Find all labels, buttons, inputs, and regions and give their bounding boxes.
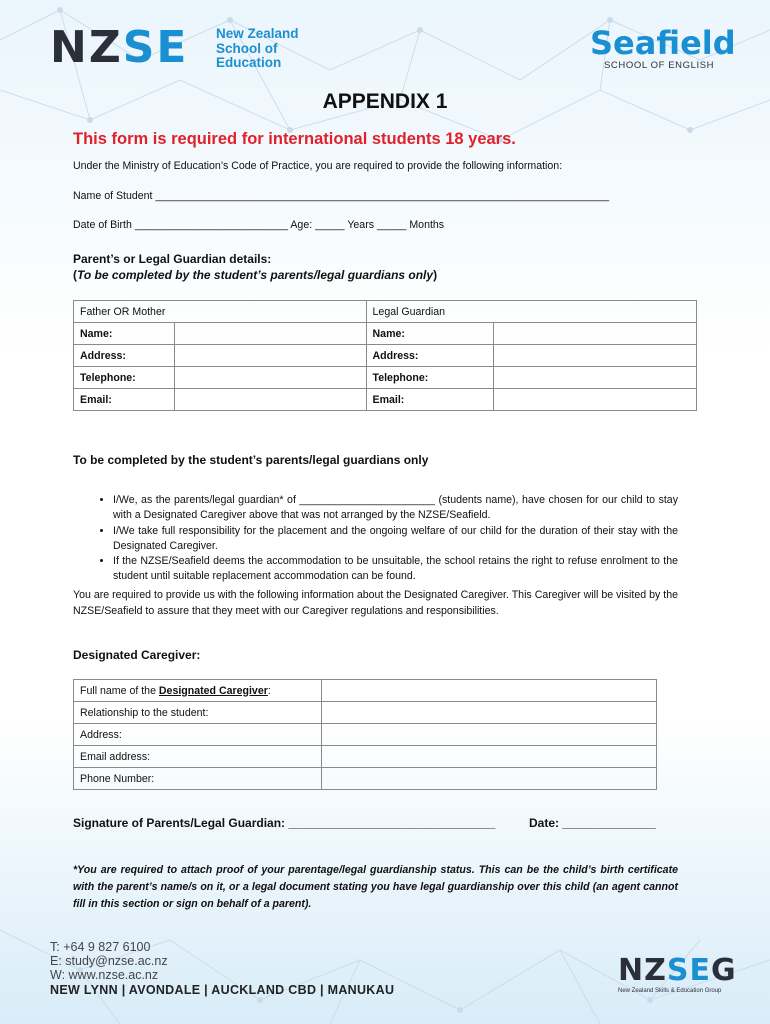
caregiver-phone-label: Phone Number:	[74, 768, 322, 790]
guardian-email-input[interactable]	[494, 389, 697, 411]
seafield-logo: Seafield SCHOOL OF ENGLISH	[590, 24, 736, 71]
form-subtitle: This form is required for international students 18 years.	[73, 130, 516, 148]
caregiver-phone-input[interactable]	[321, 768, 656, 790]
designated-caregiver-heading: Designated Caregiver:	[73, 648, 201, 662]
parent-address-input[interactable]	[174, 345, 366, 367]
table-row	[74, 768, 657, 790]
table-row	[74, 680, 657, 702]
caregiver-full-name-input[interactable]	[321, 680, 656, 702]
date-of-birth-field[interactable]: Date of Birth __________________________ Age: _____ Years _____ Months	[73, 219, 445, 231]
footer-web[interactable]: W: www.nzse.ac.nz	[50, 968, 159, 982]
table-row	[74, 702, 657, 724]
caregiver-table	[73, 679, 657, 790]
intro-text: Under the Ministry of Education’s Code of Practice, you are required to provide the following information:	[73, 160, 563, 172]
caregiver-relationship-label: Relationship to the student:	[74, 702, 322, 724]
guardian-telephone-label: Telephone:	[366, 367, 494, 389]
table-row	[74, 323, 697, 345]
page-title: APPENDIX 1	[322, 90, 448, 113]
nzseg-logo: NZSEG New Zealand Skills & Education Group	[618, 953, 737, 994]
parent-name-label: Name:	[74, 323, 175, 345]
nzse-logo	[50, 22, 189, 73]
completion-heading: To be completed by the student’s parents/legal guardians only	[73, 453, 429, 467]
parent-telephone-label: Telephone:	[74, 367, 175, 389]
table-row	[74, 389, 697, 411]
caregiver-full-name-label: Full name of the Designated Caregiver:	[74, 680, 322, 702]
signature-field[interactable]: Signature of Parents/Legal Guardian: _______________________________	[73, 816, 496, 830]
caregiver-email-input[interactable]	[321, 746, 656, 768]
guardian-address-input[interactable]	[494, 345, 697, 367]
parent-email-label: Email:	[74, 389, 175, 411]
caregiver-address-input[interactable]	[321, 724, 656, 746]
footer-phone: T: +64 9 827 6100	[50, 940, 151, 954]
nzseg-logo-mark: NZSEG	[618, 953, 737, 988]
footer-email[interactable]: E: study@nzse.ac.nz	[50, 954, 168, 968]
father-mother-header: Father OR Mother	[74, 301, 367, 323]
guardian-details-heading: Parent’s or Legal Guardian details:	[73, 252, 272, 266]
proof-note: *You are required to attach proof of your parentage/legal guardianship status. This can be the child’s birth certificate with the parent’s name/s on it, or a legal document stating you have legal guardianship over this child (an agent cannot fill in this section or sign on behalf of a parent).	[73, 864, 678, 910]
nzse-logo-name: New Zealand School of Education	[216, 26, 299, 70]
parent-name-input[interactable]	[174, 323, 366, 345]
signature-date-field[interactable]: Date: ______________	[529, 816, 656, 830]
student-name-field[interactable]: Name of Student _____________________________________________________________________________	[73, 190, 610, 202]
list-item: • If the NZSE/Seafield deems the accommodation to be unsuitable, the school retains the right to refuse enrolment to the student until suitable replacement accommodation can be found.	[113, 554, 678, 585]
caregiver-email-label: Email address:	[74, 746, 322, 768]
table-row	[74, 367, 697, 389]
table-row	[74, 345, 697, 367]
guardian-email-label: Email:	[366, 389, 494, 411]
guardian-name-label: Name:	[366, 323, 494, 345]
footer-contact	[50, 940, 168, 982]
caregiver-relationship-input[interactable]	[321, 702, 656, 724]
table-row	[74, 746, 657, 768]
declaration-list	[73, 493, 678, 585]
guardian-details-note: (To be completed by the student’s parents/legal guardians only)	[73, 268, 438, 282]
footer-locations: NEW LYNN | AVONDALE | AUCKLAND CBD | MANUKAU	[50, 983, 395, 997]
guardian-telephone-input[interactable]	[494, 367, 697, 389]
list-item: • I/We, as the parents/legal guardian* of _______________________ (students name), have chosen for our child to stay with a Designated Caregiver above that was not arranged by the NZSE/Seafield.	[113, 493, 678, 524]
guardian-details-table	[73, 300, 697, 411]
table-row	[74, 724, 657, 746]
guardian-address-label: Address:	[366, 345, 494, 367]
parent-email-input[interactable]	[174, 389, 366, 411]
list-item: • I/We take full responsibility for the placement and the ongoing welfare of our child for the duration of their stay with the Designated Caregiver.	[113, 524, 678, 555]
caregiver-address-label: Address:	[74, 724, 322, 746]
parent-address-label: Address:	[74, 345, 175, 367]
caregiver-info-paragraph: You are required to provide us with the following information about the Designated Caregiver. This Caregiver will be visited by the NZSE/Seafield to assure that they meet with our Caregiver regulations and responsibilities.	[73, 589, 678, 617]
guardian-name-input[interactable]	[494, 323, 697, 345]
nzse-logo-mark: NZSE	[50, 22, 189, 73]
parent-telephone-input[interactable]	[174, 367, 366, 389]
legal-guardian-header: Legal Guardian	[366, 301, 696, 323]
table-row	[74, 301, 697, 323]
